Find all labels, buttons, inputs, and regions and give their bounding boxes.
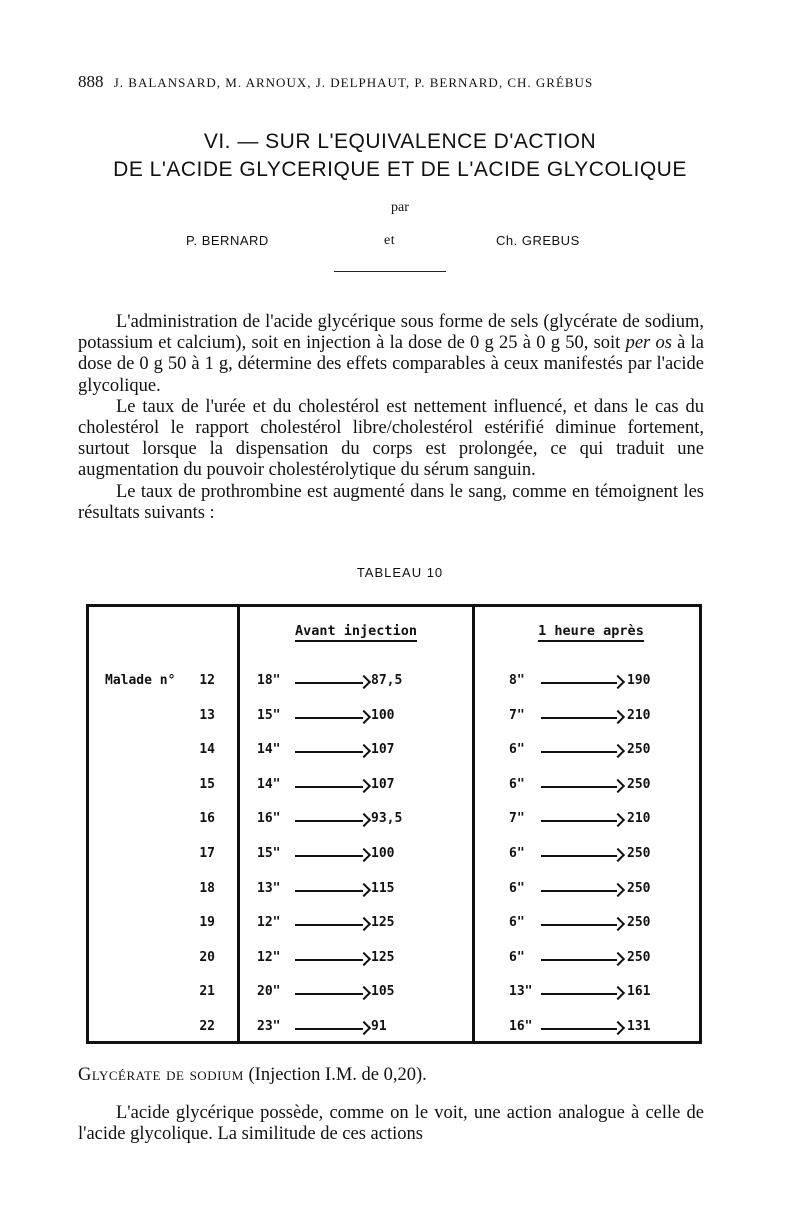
time-after: 6" bbox=[509, 742, 525, 758]
value-after: 250 bbox=[627, 880, 651, 896]
time-after: 7" bbox=[509, 707, 525, 723]
table-row bbox=[89, 984, 699, 1008]
value-before: 100 bbox=[371, 846, 395, 861]
time-before: 23" bbox=[257, 1019, 281, 1034]
value-before: 105 bbox=[371, 984, 395, 1000]
table-row bbox=[89, 742, 699, 766]
time-after: 13" bbox=[509, 984, 533, 1000]
value-after: 250 bbox=[627, 776, 651, 792]
running-head bbox=[78, 72, 593, 92]
time-after: 6" bbox=[509, 915, 525, 931]
arrow-right-icon bbox=[541, 711, 623, 725]
author-conjunction: et bbox=[384, 233, 396, 248]
column-header-before-text: Avant injection bbox=[295, 623, 417, 642]
table-row bbox=[89, 881, 699, 905]
patient-number: 17 bbox=[199, 846, 215, 861]
arrow-right-icon bbox=[295, 780, 369, 794]
patient-number: 21 bbox=[199, 984, 215, 1000]
arrow-right-icon bbox=[295, 745, 369, 759]
table-row bbox=[89, 950, 699, 974]
arrow-right-icon bbox=[541, 918, 623, 932]
arrow-right-icon bbox=[541, 780, 623, 794]
value-before: 125 bbox=[371, 949, 395, 965]
value-before: 107 bbox=[371, 776, 395, 792]
value-after: 250 bbox=[627, 846, 651, 861]
patient-number: 22 bbox=[199, 1019, 215, 1034]
arrow-right-icon bbox=[541, 1022, 623, 1036]
value-after: 131 bbox=[627, 1019, 651, 1034]
table-row bbox=[89, 777, 699, 801]
patient-number: 12 bbox=[199, 673, 215, 688]
time-before: 13" bbox=[257, 880, 281, 896]
arrow-right-icon bbox=[295, 676, 369, 690]
value-after: 250 bbox=[627, 915, 651, 931]
column-header-after bbox=[484, 623, 698, 642]
time-before: 15" bbox=[257, 846, 281, 861]
table-caption bbox=[78, 1065, 427, 1086]
column-header-after-text: 1 heure après bbox=[538, 623, 644, 642]
value-after: 190 bbox=[627, 673, 651, 688]
value-before: 93,5 bbox=[371, 811, 403, 827]
value-before: 107 bbox=[371, 742, 395, 758]
time-after: 7" bbox=[509, 811, 525, 827]
patient-label: Malade n° bbox=[105, 673, 176, 688]
patient-number: 16 bbox=[199, 811, 215, 827]
paragraph-1-text-a: L'administration de l'acide glycérique sous forme de sels (glycérate de sodium, potassium et calcium), soit en injection à la dose de 0 g 25 à 0 g 50, soit bbox=[78, 312, 704, 354]
paragraph-3: Le taux de prothrombine est augmenté dans le sang, comme en témoignent les résultats suivants : bbox=[78, 481, 704, 523]
arrow-right-icon bbox=[541, 987, 623, 1001]
time-after: 16" bbox=[509, 1019, 533, 1034]
author-2: Ch. GREBUS bbox=[496, 233, 580, 248]
prothrombin-table bbox=[86, 604, 702, 1044]
time-after: 6" bbox=[509, 949, 525, 965]
arrow-right-icon bbox=[541, 849, 623, 863]
table-label: TABLEAU 10 bbox=[356, 565, 444, 580]
patient-number: 15 bbox=[199, 776, 215, 792]
time-before: 15" bbox=[257, 707, 281, 723]
table-row bbox=[89, 915, 699, 939]
arrow-right-icon bbox=[541, 953, 623, 967]
by-word: par bbox=[391, 200, 409, 215]
author-1: P. BERNARD bbox=[186, 233, 269, 248]
time-after: 6" bbox=[509, 880, 525, 896]
running-head-authors: J. BALANSARD, M. ARNOUX, J. DELPHAUT, P. BERNARD, CH. GRÉBUS bbox=[113, 75, 594, 90]
table-row bbox=[89, 708, 699, 732]
paragraph-1-emphasis: per os bbox=[625, 333, 672, 354]
caption-label: Glycérate de sodium bbox=[78, 1065, 244, 1085]
value-before: 100 bbox=[371, 707, 395, 723]
arrow-right-icon bbox=[541, 814, 623, 828]
article-title-line-1: VI. — SUR L'EQUIVALENCE D'ACTION bbox=[203, 130, 597, 153]
arrow-right-icon bbox=[295, 1022, 369, 1036]
patient-number: 19 bbox=[199, 915, 215, 931]
table-row bbox=[89, 673, 699, 697]
table-row bbox=[89, 1019, 699, 1043]
paragraph-last: L'acide glycérique possède, comme on le voit, une action analogue à celle de l'acide glycolique. La similitude de ces actions bbox=[78, 1103, 704, 1145]
patient-number: 13 bbox=[199, 707, 215, 723]
intro-text bbox=[78, 312, 704, 524]
time-before: 14" bbox=[257, 742, 281, 758]
time-before: 12" bbox=[257, 915, 281, 931]
time-after: 8" bbox=[509, 673, 525, 688]
arrow-right-icon bbox=[295, 814, 369, 828]
time-before: 14" bbox=[257, 776, 281, 792]
arrow-right-icon bbox=[295, 953, 369, 967]
arrow-right-icon bbox=[295, 987, 369, 1001]
patient-number: 20 bbox=[199, 949, 215, 965]
page-number: 888 bbox=[78, 72, 104, 91]
time-before: 18" bbox=[257, 673, 281, 688]
arrow-right-icon bbox=[541, 676, 623, 690]
value-before: 87,5 bbox=[371, 673, 403, 688]
arrow-right-icon bbox=[541, 884, 623, 898]
value-after: 250 bbox=[627, 742, 651, 758]
time-after: 6" bbox=[509, 776, 525, 792]
closing-text bbox=[78, 1103, 704, 1145]
patient-number: 18 bbox=[199, 880, 215, 896]
arrow-right-icon bbox=[295, 849, 369, 863]
value-before: 115 bbox=[371, 880, 395, 896]
value-after: 210 bbox=[627, 811, 651, 827]
article-title-line-2: DE L'ACIDE GLYCERIQUE ET DE L'ACIDE GLYCOLIQUE bbox=[113, 158, 687, 181]
time-after: 6" bbox=[509, 846, 525, 861]
arrow-right-icon bbox=[295, 711, 369, 725]
arrow-right-icon bbox=[541, 745, 623, 759]
column-header-before bbox=[249, 623, 463, 642]
value-after: 210 bbox=[627, 707, 651, 723]
title-divider bbox=[334, 271, 446, 272]
paragraph-2: Le taux de l'urée et du cholestérol est nettement influencé, et dans le cas du cholestérol le rapport cholestérol libre/cholestérol estérifié diminue fortement, surtout lorsque la dispensation du corps est prolongée, ce qui traduit une augmentation du pouvoir cholestérolytique du sérum sanguin. bbox=[78, 396, 704, 481]
paragraph-1-text-b: à la dose de 0 g 50 à 1 g, détermine des effets comparables à ceux manifestés par l'acide glycolique. bbox=[78, 333, 704, 396]
value-before: 91 bbox=[371, 1019, 387, 1034]
caption-detail: (Injection I.M. de 0,20). bbox=[243, 1065, 427, 1085]
value-after: 161 bbox=[627, 984, 651, 1000]
patient-number: 14 bbox=[199, 742, 215, 758]
time-before: 12" bbox=[257, 949, 281, 965]
time-before: 20" bbox=[257, 984, 281, 1000]
value-before: 125 bbox=[371, 915, 395, 931]
arrow-right-icon bbox=[295, 884, 369, 898]
arrow-right-icon bbox=[295, 918, 369, 932]
table-row bbox=[89, 846, 699, 870]
paragraph-1 bbox=[78, 312, 704, 397]
value-after: 250 bbox=[627, 949, 651, 965]
time-before: 16" bbox=[257, 811, 281, 827]
table-row bbox=[89, 811, 699, 835]
